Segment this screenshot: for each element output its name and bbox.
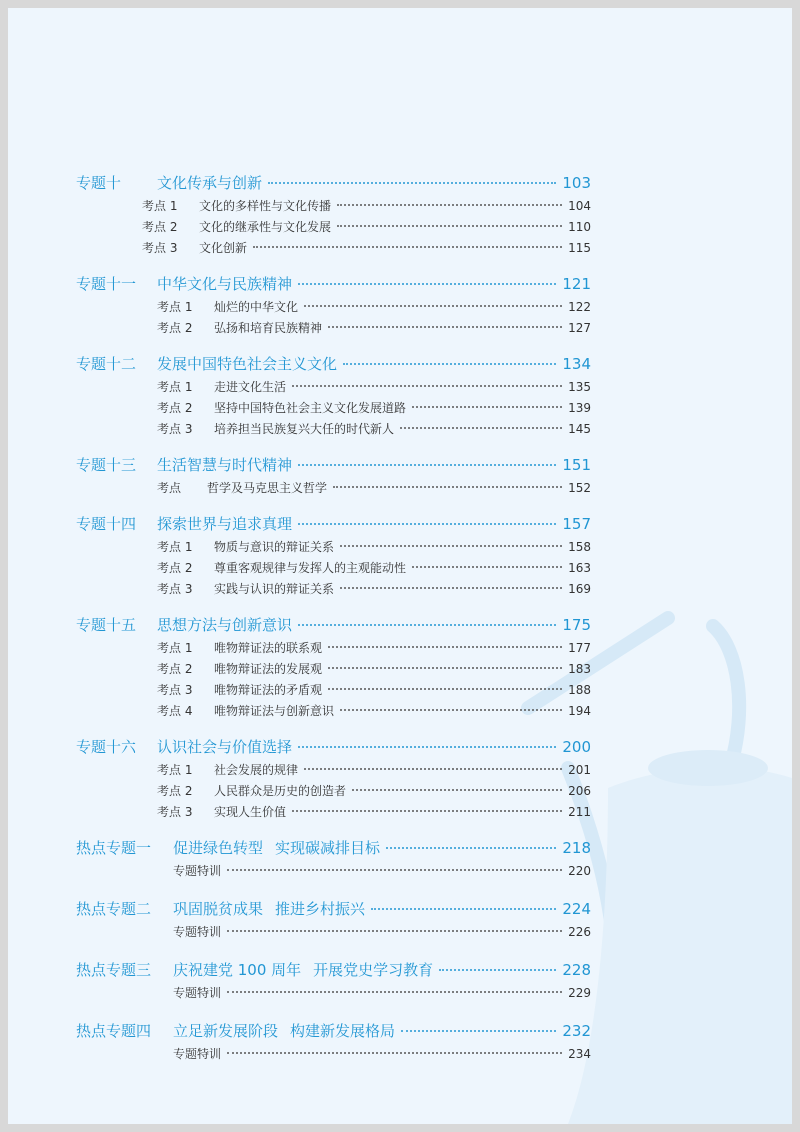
item-title: 专题特训 [173,986,222,1000]
item-number: 考点 2 [157,401,193,415]
toc-chapter-row[interactable] [76,172,591,197]
item-indent [76,319,214,336]
item-number: 考点 1 [157,300,193,314]
item-page-number: 220 [568,864,591,878]
hot-chapter-page-number: 224 [562,900,591,918]
toc-section [76,736,591,824]
hot-chapter-title-part2: 实现碳减排目标 [275,839,381,857]
chapter-number: 专题十一 [76,275,137,293]
item-title: 尊重客观规律与发挥人的主观能动性 [214,561,407,575]
item-page-number: 158 [568,540,591,554]
toc-item-row[interactable] [76,298,591,319]
toc-hot-section [76,837,591,883]
dot-leader [304,768,562,770]
item-indent [76,197,199,214]
item-title: 坚持中国特色社会主义文化发展道路 [214,401,407,415]
item-title: 实践与认识的辩证关系 [214,582,335,596]
item-title: 专题特训 [173,864,222,878]
toc-chapter-row[interactable] [76,614,591,639]
chapter-page-number: 151 [562,456,591,474]
item-indent [76,761,214,778]
chapter-number: 专题十四 [76,515,137,533]
dot-leader [298,464,556,466]
item-title: 专题特训 [173,1047,222,1061]
toc-item-row[interactable] [76,218,591,239]
item-number: 考点 3 [142,241,178,255]
item-number: 考点 1 [157,380,193,394]
dot-leader [340,709,562,711]
toc-chapter-row[interactable] [76,454,591,479]
item-number: 考点 1 [157,763,193,777]
toc-hot-chapter-row[interactable] [76,898,591,923]
item-indent [76,681,214,698]
dot-leader [386,847,556,849]
item-page-number: 234 [568,1047,591,1061]
toc-section [76,353,591,441]
item-title: 文化创新 [199,241,248,255]
item-title: 培养担当民族复兴大任的时代新人 [214,422,395,436]
item-number: 考点 3 [157,683,193,697]
toc-item-row[interactable] [76,862,591,883]
chapter-number: 专题十 [76,174,122,192]
chapter-title: 文化传承与创新 [157,174,263,192]
item-page-number: 194 [568,704,591,718]
item-title: 唯物辩证法与创新意识 [214,704,335,718]
item-page-number: 183 [568,662,591,676]
item-indent [76,559,214,576]
item-title: 弘扬和培育民族精神 [214,321,323,335]
item-title: 社会发展的规律 [214,763,299,777]
toc-item-row[interactable] [76,580,591,601]
toc-item-row[interactable] [76,761,591,782]
item-page-number: 115 [568,241,591,255]
dot-leader [253,246,562,248]
toc-item-row[interactable] [76,923,591,944]
hot-chapter-page-number: 232 [562,1022,591,1040]
item-number: 考点 2 [157,662,193,676]
item-page-number: 135 [568,380,591,394]
item-indent [76,378,214,395]
toc-item-row[interactable] [76,479,591,500]
item-page-number: 127 [568,321,591,335]
item-indent [76,580,214,597]
chapter-title: 中华文化与民族精神 [157,275,293,293]
dot-leader [298,283,556,285]
dot-leader [352,789,562,791]
item-number: 考点 2 [157,784,193,798]
toc-item-row[interactable] [76,702,591,723]
item-number: 考点 4 [157,704,193,718]
item-title: 人民群众是历史的创造者 [214,784,347,798]
item-indent [76,803,214,820]
item-number: 考点 3 [157,582,193,596]
hot-chapter-title-part2: 推进乡村振兴 [275,900,366,918]
toc-item-row[interactable] [76,319,591,340]
item-indent [76,782,214,799]
chapter-page-number: 200 [562,738,591,756]
chapter-page-number: 175 [562,616,591,634]
item-number: 考点 2 [157,561,193,575]
toc-hot-chapter-row[interactable] [76,837,591,862]
item-page-number: 110 [568,220,591,234]
dot-leader [298,624,556,626]
dot-leader [400,427,562,429]
chapter-title: 认识社会与价值选择 [157,738,293,756]
dot-leader [304,305,562,307]
dot-leader [439,969,556,971]
dot-leader [340,587,562,589]
chapter-title: 发展中国特色社会主义文化 [157,355,338,373]
toc-item-row[interactable] [76,378,591,399]
item-indent [76,239,199,256]
item-title: 哲学及马克思主义哲学 [207,481,328,495]
item-number: 考点 2 [157,321,193,335]
toc-hot-chapter-row[interactable] [76,1020,591,1045]
item-page-number: 188 [568,683,591,697]
toc-item-row[interactable] [76,639,591,660]
item-title: 文化的继承性与文化发展 [199,220,332,234]
hot-chapter-page-number: 228 [562,961,591,979]
toc-item-row[interactable] [76,538,591,559]
item-number: 考点 3 [157,805,193,819]
table-of-contents [76,172,591,1081]
toc-item-row[interactable] [76,782,591,803]
dot-leader [333,486,562,488]
item-number: 考点 3 [157,422,193,436]
item-page-number: 211 [568,805,591,819]
dot-leader [328,667,562,669]
dot-leader [227,991,562,993]
item-indent [76,420,214,437]
item-page-number: 177 [568,641,591,655]
item-title: 实现人生价值 [214,805,287,819]
dot-leader [412,406,562,408]
dot-leader [401,1030,556,1032]
toc-section [76,172,591,260]
toc-hot-section [76,959,591,1005]
hot-chapter-title-part1: 巩固脱贫成果 [173,900,264,918]
chapter-page-number: 134 [562,355,591,373]
item-indent [76,399,214,416]
toc-chapter-row[interactable] [76,273,591,298]
chapter-number: 专题十二 [76,355,137,373]
toc-hot-chapter-row[interactable] [76,959,591,984]
chapter-page-number: 103 [562,174,591,192]
item-page-number: 122 [568,300,591,314]
hot-chapter-number: 热点专题三 [76,961,152,979]
chapter-number: 专题十三 [76,456,137,474]
toc-chapter-row[interactable] [76,513,591,538]
item-indent [76,660,214,677]
dot-leader [371,908,556,910]
dot-leader [298,746,556,748]
dot-leader [328,646,562,648]
item-indent [76,639,214,656]
item-title: 灿烂的中华文化 [214,300,299,314]
hot-chapter-title-part2: 开展党史学习教育 [313,961,434,979]
item-title: 唯物辩证法的联系观 [214,641,323,655]
hot-chapter-number: 热点专题四 [76,1022,152,1040]
toc-section [76,273,591,340]
item-title: 唯物辩证法的发展观 [214,662,323,676]
hot-chapter-title-part2: 构建新发展格局 [290,1022,396,1040]
chapter-title: 思想方法与创新意识 [157,616,293,634]
hot-chapter-title-part1: 庆祝建党 100 周年 [173,961,302,979]
dot-leader [328,688,562,690]
item-page-number: 145 [568,422,591,436]
toc-item-row[interactable] [76,559,591,580]
item-page-number: 152 [568,481,591,495]
item-title: 唯物辩证法的矛盾观 [214,683,323,697]
hot-chapter-page-number: 218 [562,839,591,857]
item-page-number: 229 [568,986,591,1000]
item-page-number: 139 [568,401,591,415]
dot-leader [227,869,562,871]
dot-leader [412,566,562,568]
toc-item-row[interactable] [76,984,591,1005]
dot-leader [292,810,562,812]
hot-chapter-number: 热点专题一 [76,839,152,857]
toc-section [76,614,591,723]
chapter-page-number: 121 [562,275,591,293]
item-number: 考点 2 [142,220,178,234]
item-title: 物质与意识的辩证关系 [214,540,335,554]
item-number: 考点 1 [142,199,178,213]
toc-item-row[interactable] [76,803,591,824]
dot-leader [337,225,562,227]
document-page [8,8,792,1124]
item-page-number: 206 [568,784,591,798]
toc-item-row[interactable] [76,399,591,420]
toc-item-row[interactable] [76,1045,591,1066]
toc-chapter-row[interactable] [76,736,591,761]
toc-section [76,513,591,601]
item-indent [76,538,214,555]
item-page-number: 163 [568,561,591,575]
item-page-number: 201 [568,763,591,777]
dot-leader [227,930,562,932]
chapter-title: 探索世界与追求真理 [157,515,293,533]
dot-leader [328,326,562,328]
item-indent [76,702,214,719]
dot-leader [292,385,562,387]
toc-hot-section [76,1020,591,1066]
dot-leader [227,1052,562,1054]
item-page-number: 104 [568,199,591,213]
item-number: 考点 1 [157,540,193,554]
toc-hot-section [76,898,591,944]
item-indent [76,479,207,496]
dot-leader [340,545,562,547]
hot-chapter-title-part1: 立足新发展阶段 [173,1022,279,1040]
dot-leader [298,523,556,525]
toc-item-row[interactable] [76,197,591,218]
item-title: 专题特训 [173,925,222,939]
item-page-number: 226 [568,925,591,939]
hot-chapter-number: 热点专题二 [76,900,152,918]
item-title: 文化的多样性与文化传播 [199,199,332,213]
toc-item-row[interactable] [76,239,591,260]
toc-item-row[interactable] [76,660,591,681]
item-indent [76,218,199,235]
toc-item-row[interactable] [76,681,591,702]
item-page-number: 169 [568,582,591,596]
dot-leader [343,363,556,365]
item-number: 考点 [157,481,182,495]
dot-leader [268,182,556,184]
toc-chapter-row[interactable] [76,353,591,378]
toc-item-row[interactable] [76,420,591,441]
chapter-number: 专题十六 [76,738,137,756]
item-number: 考点 1 [157,641,193,655]
toc-section [76,454,591,500]
item-title: 走进文化生活 [214,380,287,394]
hot-chapter-title-part1: 促进绿色转型 [173,839,264,857]
chapter-page-number: 157 [562,515,591,533]
dot-leader [337,204,562,206]
chapter-number: 专题十五 [76,616,137,634]
chapter-title: 生活智慧与时代精神 [157,456,293,474]
item-indent [76,298,214,315]
